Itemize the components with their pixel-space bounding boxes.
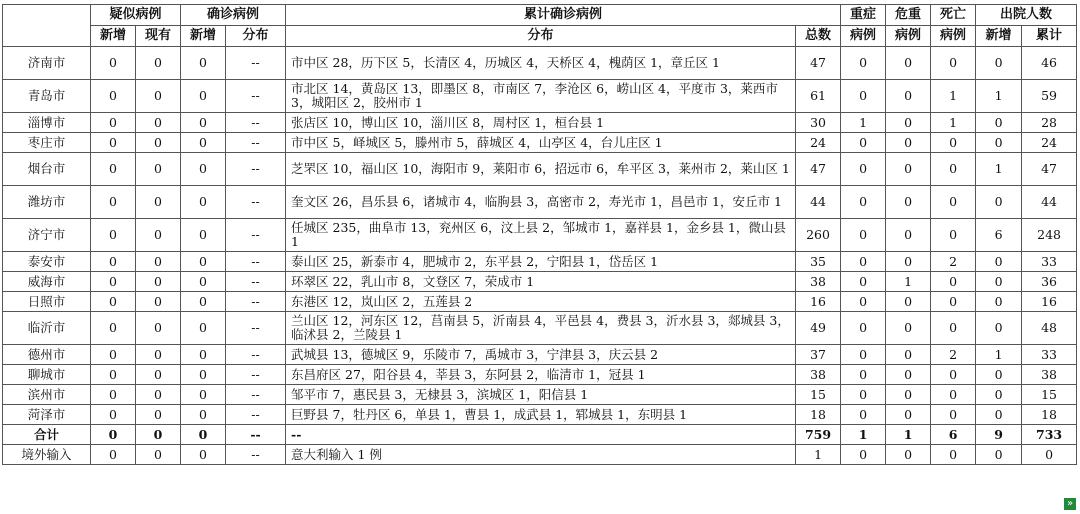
subheader-discharged-new: 新增 (976, 26, 1022, 47)
cell-death: 0 (931, 365, 976, 385)
table-row (3, 153, 1077, 186)
cell-city: 济宁市 (3, 219, 91, 252)
cell-total: 16 (796, 292, 841, 312)
cell-critical: 0 (886, 133, 931, 153)
cell-d-new: 6 (976, 219, 1022, 252)
cell-severe: 0 (841, 80, 886, 113)
cell-death: 0 (931, 445, 976, 465)
cell-d-new: 1 (976, 80, 1022, 113)
cell-c-new: 0 (181, 80, 226, 113)
cell-s-new: 0 (91, 252, 136, 272)
cell-severe: 0 (841, 153, 886, 186)
cell-death: 2 (931, 252, 976, 272)
cell-severe: 0 (841, 292, 886, 312)
cell-c-new: 0 (181, 47, 226, 80)
cell-c-new: 0 (181, 272, 226, 292)
cell-d-cum: 48 (1022, 312, 1077, 345)
cell-d-new: 0 (976, 445, 1022, 465)
cell-critical: 0 (886, 113, 931, 133)
cell-dist: 环翠区 22，乳山市 8，文登区 7，荣成市 1 (286, 272, 796, 292)
cell-death: 0 (931, 153, 976, 186)
cell-total: 47 (796, 153, 841, 186)
cell-c-dist: -- (226, 405, 286, 425)
cell-total: 30 (796, 113, 841, 133)
cell-dist: 张店区 10，博山区 10，淄川区 8，周村区 1，桓台县 1 (286, 113, 796, 133)
cell-critical: 1 (886, 425, 931, 445)
header-confirmed: 确诊病例 (181, 5, 286, 26)
cell-s-new: 0 (91, 292, 136, 312)
cell-city: 烟台市 (3, 153, 91, 186)
cell-d-cum: 36 (1022, 272, 1077, 292)
cell-c-dist: -- (226, 186, 286, 219)
cell-city: 菏泽市 (3, 405, 91, 425)
table-row (3, 405, 1077, 425)
table-row (3, 80, 1077, 113)
cell-city: 济南市 (3, 47, 91, 80)
cell-critical: 0 (886, 186, 931, 219)
cell-d-cum: 733 (1022, 425, 1077, 445)
cell-c-new: 0 (181, 425, 226, 445)
subheader-confirmed-dist: 分布 (226, 26, 286, 47)
cell-d-cum: 248 (1022, 219, 1077, 252)
cell-severe: 0 (841, 312, 886, 345)
cell-d-cum: 38 (1022, 365, 1077, 385)
cell-total: 15 (796, 385, 841, 405)
cell-c-dist: -- (226, 133, 286, 153)
header-discharged: 出院人数 (976, 5, 1077, 26)
cell-critical: 0 (886, 405, 931, 425)
table-row (3, 219, 1077, 252)
cell-d-new: 0 (976, 113, 1022, 133)
cell-dist: 兰山区 12，河东区 12，莒南县 5，沂南县 4，平邑县 4，费县 3，沂水县 3，郯城县 3，临沭县 2，兰陵县 1 (286, 312, 796, 345)
cell-s-cur: 0 (136, 80, 181, 113)
cell-c-dist: -- (226, 312, 286, 345)
cell-death: 0 (931, 292, 976, 312)
cell-s-new: 0 (91, 385, 136, 405)
cell-s-cur: 0 (136, 113, 181, 133)
table-row (3, 272, 1077, 292)
cell-city: 临沂市 (3, 312, 91, 345)
table-row (3, 47, 1077, 80)
cell-c-new: 0 (181, 312, 226, 345)
cell-s-new: 0 (91, 365, 136, 385)
cell-severe: 0 (841, 219, 886, 252)
cell-critical: 0 (886, 80, 931, 113)
header-critical: 危重 (886, 5, 931, 26)
cell-d-cum: 47 (1022, 153, 1077, 186)
cell-s-cur: 0 (136, 312, 181, 345)
cell-severe: 0 (841, 186, 886, 219)
cell-c-dist: -- (226, 153, 286, 186)
cell-critical: 0 (886, 292, 931, 312)
cell-dist: 市中区 28，历下区 5，长清区 4，历城区 4，天桥区 4，槐荫区 1，章丘区 1 (286, 47, 796, 80)
cell-city: 日照市 (3, 292, 91, 312)
cell-critical: 0 (886, 385, 931, 405)
subheader-severe-cases: 病例 (841, 26, 886, 47)
cell-c-dist: -- (226, 365, 286, 385)
cell-d-new: 0 (976, 385, 1022, 405)
cell-d-new: 0 (976, 252, 1022, 272)
cell-s-new: 0 (91, 445, 136, 465)
cell-c-new: 0 (181, 113, 226, 133)
cell-c-dist: -- (226, 345, 286, 365)
cell-c-dist: -- (226, 80, 286, 113)
table-row (3, 345, 1077, 365)
cell-city: 德州市 (3, 345, 91, 365)
cell-severe: 0 (841, 47, 886, 80)
cell-c-dist: -- (226, 219, 286, 252)
cell-severe: 0 (841, 345, 886, 365)
cell-death: 2 (931, 345, 976, 365)
cell-total: 35 (796, 252, 841, 272)
cell-c-new: 0 (181, 219, 226, 252)
cell-s-new: 0 (91, 405, 136, 425)
cell-d-new: 0 (976, 133, 1022, 153)
cell-death: 0 (931, 186, 976, 219)
cell-critical: 0 (886, 153, 931, 186)
cell-dist: 邹平市 7，惠民县 3，无棣县 3，滨城区 1，阳信县 1 (286, 385, 796, 405)
cell-d-new: 0 (976, 47, 1022, 80)
cell-s-cur: 0 (136, 292, 181, 312)
table-row (3, 385, 1077, 405)
cell-dist: 任城区 235，曲阜市 13，兖州区 6，汶上县 2，邹城市 1，嘉祥县 1，金乡县 1，微山县 1 (286, 219, 796, 252)
cell-s-cur: 0 (136, 47, 181, 80)
cell-d-cum: 16 (1022, 292, 1077, 312)
cell-critical: 0 (886, 345, 931, 365)
cell-total: 37 (796, 345, 841, 365)
cell-city: 青岛市 (3, 80, 91, 113)
cell-total: 44 (796, 186, 841, 219)
cell-city: 聊城市 (3, 365, 91, 385)
cell-d-new: 0 (976, 272, 1022, 292)
cell-d-new: 0 (976, 292, 1022, 312)
cell-death: 6 (931, 425, 976, 445)
subheader-cumulative-dist: 分布 (286, 26, 796, 47)
cell-d-new: 1 (976, 153, 1022, 186)
header-death: 死亡 (931, 5, 976, 26)
cell-total: 1 (796, 445, 841, 465)
cell-s-cur: 0 (136, 425, 181, 445)
cell-d-cum: 33 (1022, 252, 1077, 272)
cell-c-dist: -- (226, 425, 286, 445)
cell-d-cum: 44 (1022, 186, 1077, 219)
cell-s-new: 0 (91, 133, 136, 153)
cell-city: 合计 (3, 425, 91, 445)
cell-c-dist: -- (226, 272, 286, 292)
cell-d-new: 0 (976, 405, 1022, 425)
cell-c-new: 0 (181, 292, 226, 312)
table-row (3, 252, 1077, 272)
cell-dist: -- (286, 425, 796, 445)
cell-s-cur: 0 (136, 345, 181, 365)
cell-dist: 东昌府区 27，阳谷县 4，莘县 3，东阿县 2，临清市 1，冠县 1 (286, 365, 796, 385)
cell-dist: 市中区 5，峄城区 5，滕州市 5，薛城区 4，山亭区 4，台儿庄区 1 (286, 133, 796, 153)
cell-dist: 奎文区 26，昌乐县 6，诸城市 4，临朐县 3，高密市 2，寿光市 1，昌邑市 1，安丘市 1 (286, 186, 796, 219)
cell-severe: 0 (841, 385, 886, 405)
cell-s-cur: 0 (136, 272, 181, 292)
cell-critical: 0 (886, 312, 931, 345)
header-city (3, 5, 91, 47)
cell-severe: 0 (841, 445, 886, 465)
cell-s-new: 0 (91, 425, 136, 445)
subheader-suspected-new: 新增 (91, 26, 136, 47)
cell-death: 0 (931, 133, 976, 153)
cell-city: 境外输入 (3, 445, 91, 465)
cell-critical: 0 (886, 365, 931, 385)
cell-s-cur: 0 (136, 405, 181, 425)
cell-d-cum: 59 (1022, 80, 1077, 113)
subheader-suspected-current: 现有 (136, 26, 181, 47)
cell-total: 38 (796, 365, 841, 385)
subheader-confirmed-new: 新增 (181, 26, 226, 47)
cell-s-cur: 0 (136, 365, 181, 385)
cell-city: 枣庄市 (3, 133, 91, 153)
cell-dist: 市北区 14，黄岛区 13，即墨区 8，市南区 7，李沧区 6，崂山区 4，平度市 3，莱西市 3，城阳区 2，胶州市 1 (286, 80, 796, 113)
header-severe: 重症 (841, 5, 886, 26)
cell-s-cur: 0 (136, 385, 181, 405)
cell-critical: 0 (886, 47, 931, 80)
cell-s-new: 0 (91, 153, 136, 186)
cell-severe: 0 (841, 405, 886, 425)
cell-c-new: 0 (181, 153, 226, 186)
cell-d-cum: 18 (1022, 405, 1077, 425)
table-row (3, 133, 1077, 153)
cell-c-new: 0 (181, 385, 226, 405)
cell-s-new: 0 (91, 219, 136, 252)
cell-s-cur: 0 (136, 445, 181, 465)
cell-total: 18 (796, 405, 841, 425)
cell-city: 泰安市 (3, 252, 91, 272)
table-row (3, 312, 1077, 345)
cell-s-new: 0 (91, 312, 136, 345)
cell-s-new: 0 (91, 113, 136, 133)
cell-death: 0 (931, 385, 976, 405)
table-row (3, 292, 1077, 312)
cell-dist: 意大利输入 1 例 (286, 445, 796, 465)
cell-s-new: 0 (91, 272, 136, 292)
total-row (3, 425, 1077, 445)
cell-s-cur: 0 (136, 153, 181, 186)
cell-c-new: 0 (181, 345, 226, 365)
subheader-death-cases: 病例 (931, 26, 976, 47)
cell-total: 24 (796, 133, 841, 153)
cell-death: 0 (931, 47, 976, 80)
cell-total: 61 (796, 80, 841, 113)
cell-death: 0 (931, 272, 976, 292)
cell-dist: 巨野县 7，牡丹区 6，单县 1，曹县 1，成武县 1，郓城县 1，东明县 1 (286, 405, 796, 425)
cell-severe: 0 (841, 272, 886, 292)
cell-city: 威海市 (3, 272, 91, 292)
cell-c-new: 0 (181, 405, 226, 425)
cell-c-dist: -- (226, 47, 286, 80)
cell-d-cum: 33 (1022, 345, 1077, 365)
cell-c-new: 0 (181, 445, 226, 465)
cell-c-dist: -- (226, 445, 286, 465)
header-cumulative: 累计确诊病例 (286, 5, 841, 26)
cell-city: 淄博市 (3, 113, 91, 133)
cell-s-new: 0 (91, 186, 136, 219)
cell-total: 47 (796, 47, 841, 80)
cell-c-new: 0 (181, 252, 226, 272)
cell-d-cum: 46 (1022, 47, 1077, 80)
cell-death: 0 (931, 219, 976, 252)
cell-c-dist: -- (226, 385, 286, 405)
cell-s-cur: 0 (136, 133, 181, 153)
cell-critical: 1 (886, 272, 931, 292)
header-suspected: 疑似病例 (91, 5, 181, 26)
expand-down-icon[interactable]: » (1064, 498, 1076, 510)
cell-d-new: 0 (976, 186, 1022, 219)
cell-d-cum: 15 (1022, 385, 1077, 405)
cell-severe: 0 (841, 133, 886, 153)
table-row (3, 186, 1077, 219)
cell-total: 260 (796, 219, 841, 252)
cell-severe: 0 (841, 252, 886, 272)
subheader-critical-cases: 病例 (886, 26, 931, 47)
cell-c-new: 0 (181, 133, 226, 153)
cell-c-new: 0 (181, 365, 226, 385)
cell-dist: 东港区 12，岚山区 2，五莲县 2 (286, 292, 796, 312)
table-row (3, 113, 1077, 133)
cell-d-cum: 0 (1022, 445, 1077, 465)
subheader-discharged-cum: 累计 (1022, 26, 1077, 47)
import-row (3, 445, 1077, 465)
cell-death: 0 (931, 405, 976, 425)
cell-city: 滨州市 (3, 385, 91, 405)
cell-critical: 0 (886, 219, 931, 252)
cell-c-dist: -- (226, 113, 286, 133)
cell-d-new: 9 (976, 425, 1022, 445)
cell-total: 49 (796, 312, 841, 345)
cell-city: 潍坊市 (3, 186, 91, 219)
table-row (3, 365, 1077, 385)
cell-s-new: 0 (91, 345, 136, 365)
cell-s-cur: 0 (136, 186, 181, 219)
cell-dist: 芝罘区 10，福山区 10，海阳市 9，莱阳市 6，招远市 6，牟平区 3，莱州市 2，莱山区 1 (286, 153, 796, 186)
cell-c-dist: -- (226, 292, 286, 312)
cell-s-new: 0 (91, 80, 136, 113)
cell-d-cum: 28 (1022, 113, 1077, 133)
table-body (3, 47, 1077, 465)
cell-severe: 1 (841, 425, 886, 445)
cell-s-cur: 0 (136, 252, 181, 272)
cell-s-new: 0 (91, 47, 136, 80)
cell-severe: 1 (841, 113, 886, 133)
cell-c-new: 0 (181, 186, 226, 219)
cell-death: 0 (931, 312, 976, 345)
subheader-total: 总数 (796, 26, 841, 47)
cell-d-cum: 24 (1022, 133, 1077, 153)
cell-death: 1 (931, 113, 976, 133)
cell-total: 38 (796, 272, 841, 292)
cell-critical: 0 (886, 252, 931, 272)
cell-d-new: 1 (976, 345, 1022, 365)
cell-d-new: 0 (976, 312, 1022, 345)
cell-c-dist: -- (226, 252, 286, 272)
cell-s-cur: 0 (136, 219, 181, 252)
cell-d-new: 0 (976, 365, 1022, 385)
covid-case-table (2, 4, 1077, 465)
cell-dist: 武城县 13，德城区 9，乐陵市 7，禹城市 3，宁津县 3，庆云县 2 (286, 345, 796, 365)
cell-severe: 0 (841, 365, 886, 385)
cell-death: 1 (931, 80, 976, 113)
cell-total: 759 (796, 425, 841, 445)
cell-dist: 泰山区 25，新泰市 4，肥城市 2，东平县 2，宁阳县 1，岱岳区 1 (286, 252, 796, 272)
cell-critical: 0 (886, 445, 931, 465)
